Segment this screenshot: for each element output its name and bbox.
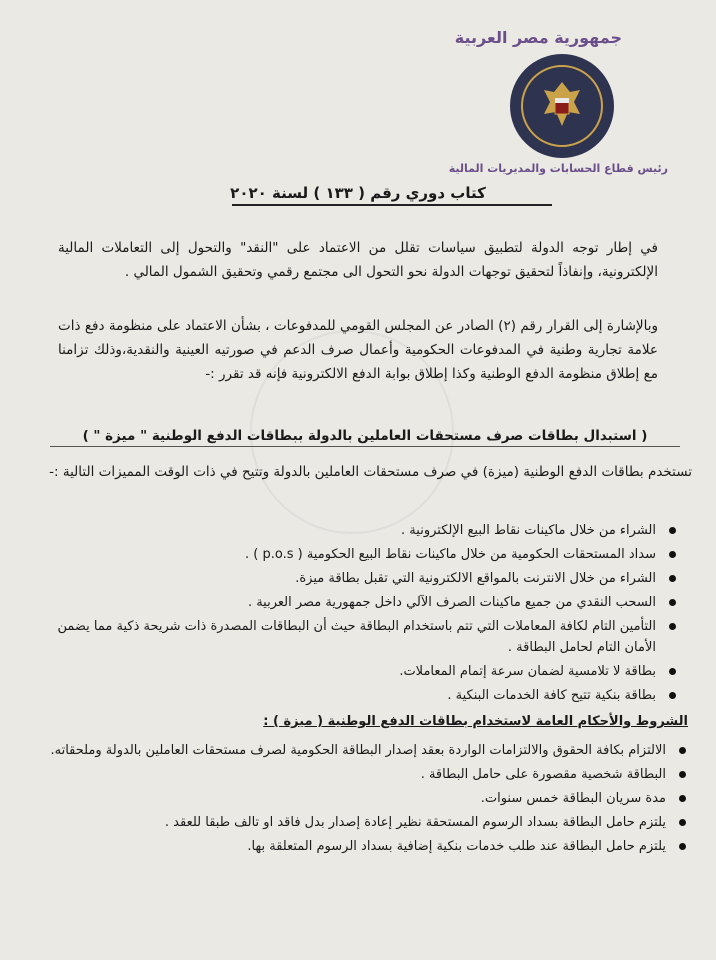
bullet-icon: [679, 819, 686, 826]
list-item: التأمين التام لكافة المعاملات التي تتم باستخدام البطاقة حيث أن البطاقات المصدرة ذات شريحة ذكية مما يضمن الأمان التام لحامل البطاقة .: [36, 616, 676, 658]
bullet-icon: [669, 692, 676, 699]
title-underline: [232, 204, 552, 206]
bullet-icon: [679, 795, 686, 802]
section1-intro: تستخدم بطاقات الدفع الوطنية (ميزة) في صرف مستحقات العاملين بالدولة وتتيح في ذات الوقت المميزات التالية :-: [49, 464, 692, 480]
bullet-icon: [669, 599, 676, 606]
list-item: الالتزام بكافة الحقوق والالتزامات الواردة بعقد إصدار البطاقة الحكومية لصرف مستحقات العاملين بالدولة وملحقاته.: [26, 740, 686, 761]
bullet-icon: [669, 527, 676, 534]
ministry-seal-icon: [508, 52, 616, 160]
country-heading: جمهورية مصر العربية: [454, 28, 622, 47]
section2-heading: الشروط والأحكام العامة لاستخدام بطاقات الدفع الوطنية ( ميزة ) :: [263, 714, 688, 729]
reference-paragraph: وبالإشارة إلى القرار رقم (٢) الصادر عن المجلس القومي للمدفوعات ، بشأن الاعتماد على منظومة دفع ذات علامة تجارية وطنية في المدفوعات الحكومية وأعمال صرف الدعم في صورتيه العينية والنقدية،وذلك تزامنا مع إطلاق منظومة الدفع الوطنية وكذا إطلاق بوابة الدفع الالكترونية فإنه قد تقرر :-: [58, 318, 659, 382]
list-item: السحب النقدي من جميع ماكينات الصرف الآلي داخل جمهورية مصر العربية .: [36, 592, 676, 613]
bullet-icon: [669, 575, 676, 582]
list-item: بطاقة بنكية تتيح كافة الخدمات البنكية .: [36, 685, 676, 706]
bullet-icon: [679, 843, 686, 850]
bullet-icon: [679, 747, 686, 754]
circular-title: كتاب دوري رقم ( ١٣٣ ) لسنة ٢٠٢٠: [230, 184, 486, 202]
list-item: الشراء من خلال ماكينات نقاط البيع الإلكترونية .: [36, 520, 676, 541]
list-item: يلتزم حامل البطاقة بسداد الرسوم المستحقة نظير إعادة إصدار بدل فاقد او تالف طبقا للعقد .: [26, 812, 686, 833]
list-item: الشراء من خلال الانترنت بالمواقع الالكترونية التي تقبل بطاقة ميزة.: [36, 568, 676, 589]
list-item: بطاقة لا تلامسية لضمان سرعة إتمام المعاملات.: [36, 661, 676, 682]
list-item: سداد المستحقات الحكومية من خلال ماكينات نقاط البيع الحكومية ( p.o.s ) .: [36, 544, 676, 565]
section1-heading: ( استبدال بطاقات صرف مستحقات العاملين بالدولة ببطاقات الدفع الوطنية " ميزة " ): [50, 428, 680, 447]
conditions-list: [26, 740, 686, 860]
intro-paragraph: في إطار توجه الدولة لتطبيق سياسات تقلل من الاعتماد على "النقد" والتحول إلى التعاملات المالية الإلكترونية، وإنفاذاً لتحقيق توجهات الدولة نحو التحول الى مجتمع رقمي وتحقيق الشمول المالي .: [58, 240, 658, 280]
bullet-icon: [679, 771, 686, 778]
features-list: [36, 520, 676, 709]
department-heading: رئيس قطاع الحسابات والمديريات المالية: [448, 162, 668, 175]
bullet-icon: [669, 623, 676, 630]
bullet-icon: [669, 551, 676, 558]
list-item: يلتزم حامل البطاقة عند طلب خدمات بنكية إضافية بسداد الرسوم المتعلقة بها.: [26, 836, 686, 857]
bullet-icon: [669, 668, 676, 675]
list-item: مدة سريان البطاقة خمس سنوات.: [26, 788, 686, 809]
list-item: البطاقة شخصية مقصورة على حامل البطاقة .: [26, 764, 686, 785]
